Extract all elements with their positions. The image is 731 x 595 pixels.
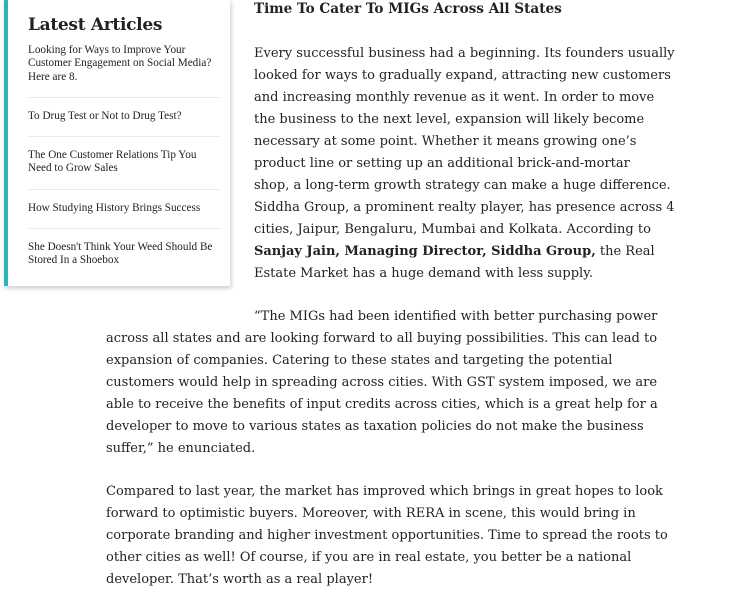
article-paragraph-1 [254, 43, 675, 285]
list-divider [28, 136, 221, 137]
paragraph-line: across all states and are looking forward to all buying possibilities. This can lead to [106, 331, 658, 346]
article-link-weed-shoebox[interactable]: She Doesn't Think Your Weed Should Be Stored In a Shoebox [28, 241, 213, 267]
list-divider [28, 97, 221, 98]
paragraph-line: Estate Market has a huge demand with less supply. [254, 266, 593, 281]
paragraph-line: developer. That’s worth as a real player! [106, 572, 374, 587]
paragraph-line: Compared to last year, the market has improved which brings in great hopes to look [106, 484, 663, 499]
latest-articles-widget [4, 0, 230, 286]
paragraph-line: the business to the next level, expansion will likely become [254, 112, 645, 127]
paragraph-line: cities, Jaipur, Bengaluru, Mumbai and Kolkata. According to [254, 222, 651, 237]
paragraph-line: and increasing monthly revenue as it went. In order to move [254, 90, 655, 105]
list-divider [28, 228, 221, 229]
paragraph-line: developer to move to various states as taxation policies do not make the business [106, 419, 644, 434]
paragraph-line: product line or setting up an additional brick-and-mortar [254, 156, 630, 171]
paragraph-line: other cities as well! Of course, if you are in real estate, you better be a national [106, 550, 632, 565]
person-name-bold: Sanjay Jain, Managing Director, Siddha Group, [254, 244, 596, 259]
paragraph-line: forward to optimistic buyers. Moreover, with RERA in scene, this would bring in [106, 506, 636, 521]
article-paragraph-2-quote [106, 306, 658, 460]
article-link-customer-relations-tip[interactable]: The One Customer Relations Tip You Need to Grow Sales [28, 149, 197, 175]
paragraph-line: necessary at some point. Whether it means growing one’s [254, 134, 637, 149]
paragraph-line: suffer,” he enunciated. [106, 441, 256, 456]
paragraph-line: expansion of companies. Catering to these states and targeting the potential [106, 353, 613, 368]
paragraph-line: Every successful business had a beginning. Its founders usually [254, 46, 675, 61]
article-link-drug-test[interactable]: To Drug Test or Not to Drug Test? [28, 110, 182, 122]
paragraph-line: able to receive the benefits of input credits across cities, which is a great help for a [106, 397, 658, 412]
paragraph-line: “The MIGs had been identified with better purchasing power [254, 309, 658, 324]
paragraph-line: shop, a long-term growth strategy can make a huge difference. [254, 178, 671, 193]
article-paragraph-3 [106, 481, 668, 591]
list-divider [28, 189, 221, 190]
article-link-studying-history[interactable]: How Studying History Brings Success [28, 202, 201, 214]
paragraph-line: customers would help in spreading across cities. With GST system imposed, we are [106, 375, 658, 390]
paragraph-line: corporate branding and higher investment opportunities. Time to spread the roots to [106, 528, 668, 543]
paragraph-line-with-quote-attribution [254, 241, 675, 263]
widget-title: Latest Articles [28, 15, 163, 35]
article-subheading: Time To Cater To MIGs Across All States [254, 1, 562, 17]
paragraph-text: the Real [595, 244, 655, 259]
paragraph-line: looked for ways to gradually expand, attracting new customers [254, 68, 671, 83]
paragraph-line: Siddha Group, a prominent realty player, has presence across 4 [254, 200, 675, 215]
article-link-social-media-engagement[interactable]: Looking for Ways to Improve Your Customer Engagement on Social Media? Here are 8. [28, 44, 212, 83]
